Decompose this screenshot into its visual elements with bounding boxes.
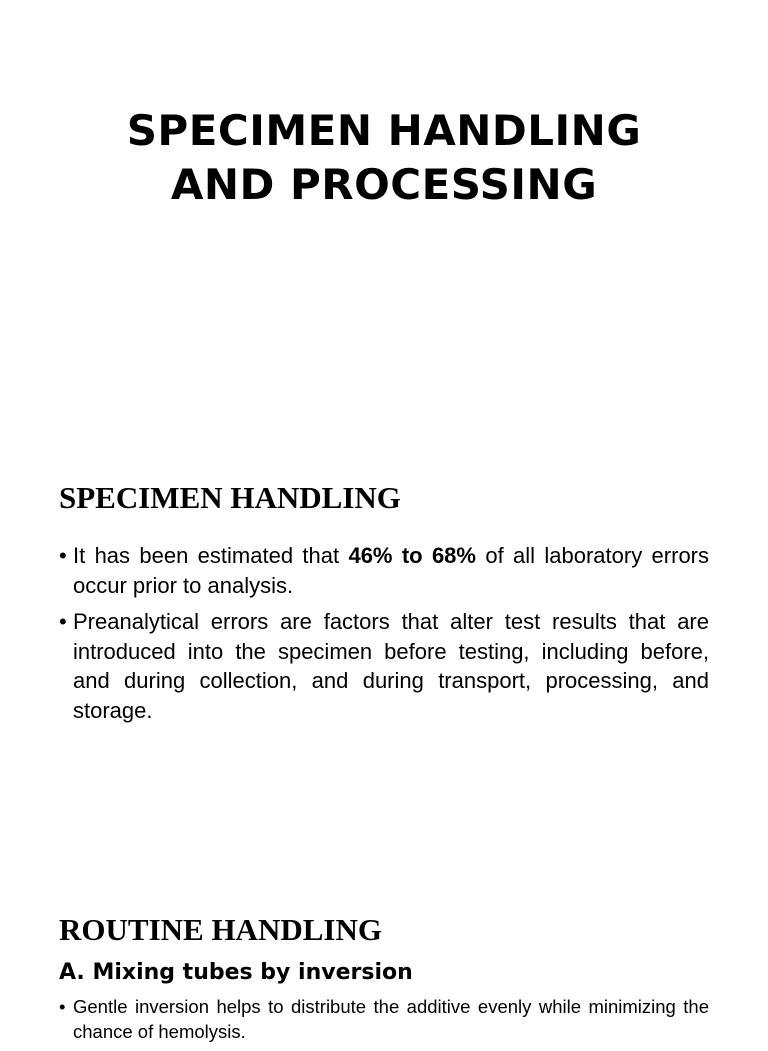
bullet-text-end: of all laboratory errors occur prior to analysis. [73,543,710,598]
bullet-text-start: It has been estimated that [73,543,349,568]
section-heading-specimen-handling: SPECIMEN HANDLING [59,480,401,515]
bullet-item [59,541,709,600]
sub-heading-mixing-tubes: A. Mixing tubes by inversion [59,960,413,985]
bullet-marker: • [59,609,67,634]
bullet-text: Gentle inversion helps to distribute the additive evenly while minimizing the chance of hemolysis. [73,996,709,1042]
slide-title-line-1: SPECIMEN HANDLING [126,106,642,155]
bullet-item [59,607,709,725]
specimen-handling-bullet-list [59,541,709,732]
bullet-item [59,994,709,1044]
bullet-text: Preanalytical errors are factors that alter test results that are introduced into the specimen before testing, including before, and during collection, and during transport, processing, and storage. [73,609,709,723]
slide-title [0,104,768,212]
bullet-marker: • [59,996,66,1017]
bullet-marker: • [59,543,67,568]
bullet-text-highlight: 46% to 68% [348,543,476,568]
slide-title-line-2: AND PROCESSING [170,160,598,209]
routine-handling-bullet-list [59,994,709,1051]
section-heading-routine-handling: ROUTINE HANDLING [59,912,382,947]
